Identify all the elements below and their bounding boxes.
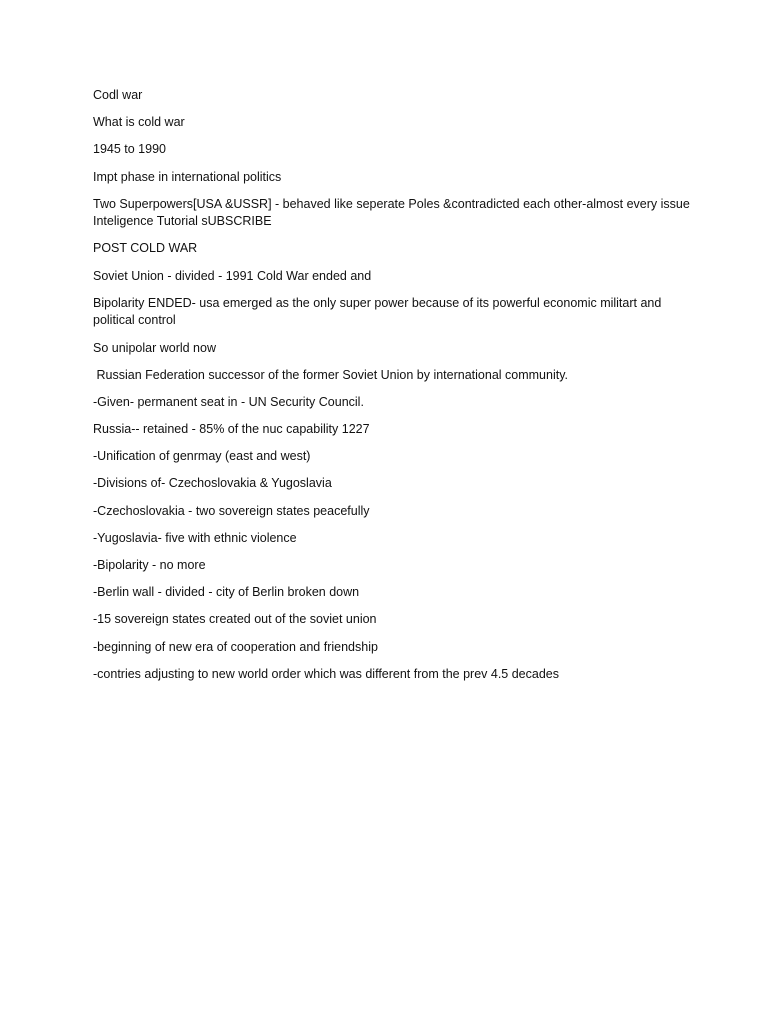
doc-line-un-seat: -Given- permanent seat in - UN Security Council. bbox=[93, 394, 364, 409]
doc-line-bipolarity-ended: Bipolarity ENDED- usa emerged as the only super power because of its powerful economic militart and political control bbox=[93, 295, 665, 328]
doc-line-phase: Impt phase in international politics bbox=[93, 169, 282, 184]
doc-line-divisions: -Divisions of- Czechoslovakia & Yugoslavia bbox=[93, 476, 332, 491]
doc-line-unipolar: So unipolar world now bbox=[93, 340, 216, 355]
doc-line-russian-federation: Russian Federation successor of the former Soviet Union by international community. bbox=[93, 367, 568, 382]
doc-line-nuclear: Russia-- retained - 85% of the nuc capability 1227 bbox=[93, 422, 370, 437]
document-body bbox=[93, 87, 693, 693]
doc-line-soviet-divided: Soviet Union - divided - 1991 Cold War ended and bbox=[93, 268, 372, 283]
doc-line-post-cold-war: POST COLD WAR bbox=[93, 241, 198, 256]
doc-line-years: 1945 to 1990 bbox=[93, 142, 166, 157]
doc-line-question: What is cold war bbox=[93, 115, 185, 130]
doc-line-new-era: -beginning of new era of cooperation and friendship bbox=[93, 639, 378, 654]
doc-line-world-order: -contries adjusting to new world order which was different from the prev 4.5 decades bbox=[93, 666, 559, 681]
doc-line-berlin-wall: -Berlin wall - divided - city of Berlin broken down bbox=[93, 585, 360, 600]
doc-line-czechoslovakia: -Czechoslovakia - two sovereign states peacefully bbox=[93, 503, 370, 518]
doc-line-bipolarity-no-more: -Bipolarity - no more bbox=[93, 558, 206, 572]
doc-line-yugoslavia: -Yugoslavia- five with ethnic violence bbox=[93, 530, 297, 545]
doc-line-title: Codl war bbox=[93, 88, 143, 102]
doc-line-sovereign-states: -15 sovereign states created out of the soviet union bbox=[93, 612, 377, 627]
doc-line-superpowers: Two Superpowers[USA &USSR] - behaved like seperate Poles &contradicted each other-almost every issue Inteligence Tutorial sUBSCRIBE bbox=[93, 196, 694, 229]
doc-line-germany: -Unification of genrmay (east and west) bbox=[93, 449, 311, 464]
